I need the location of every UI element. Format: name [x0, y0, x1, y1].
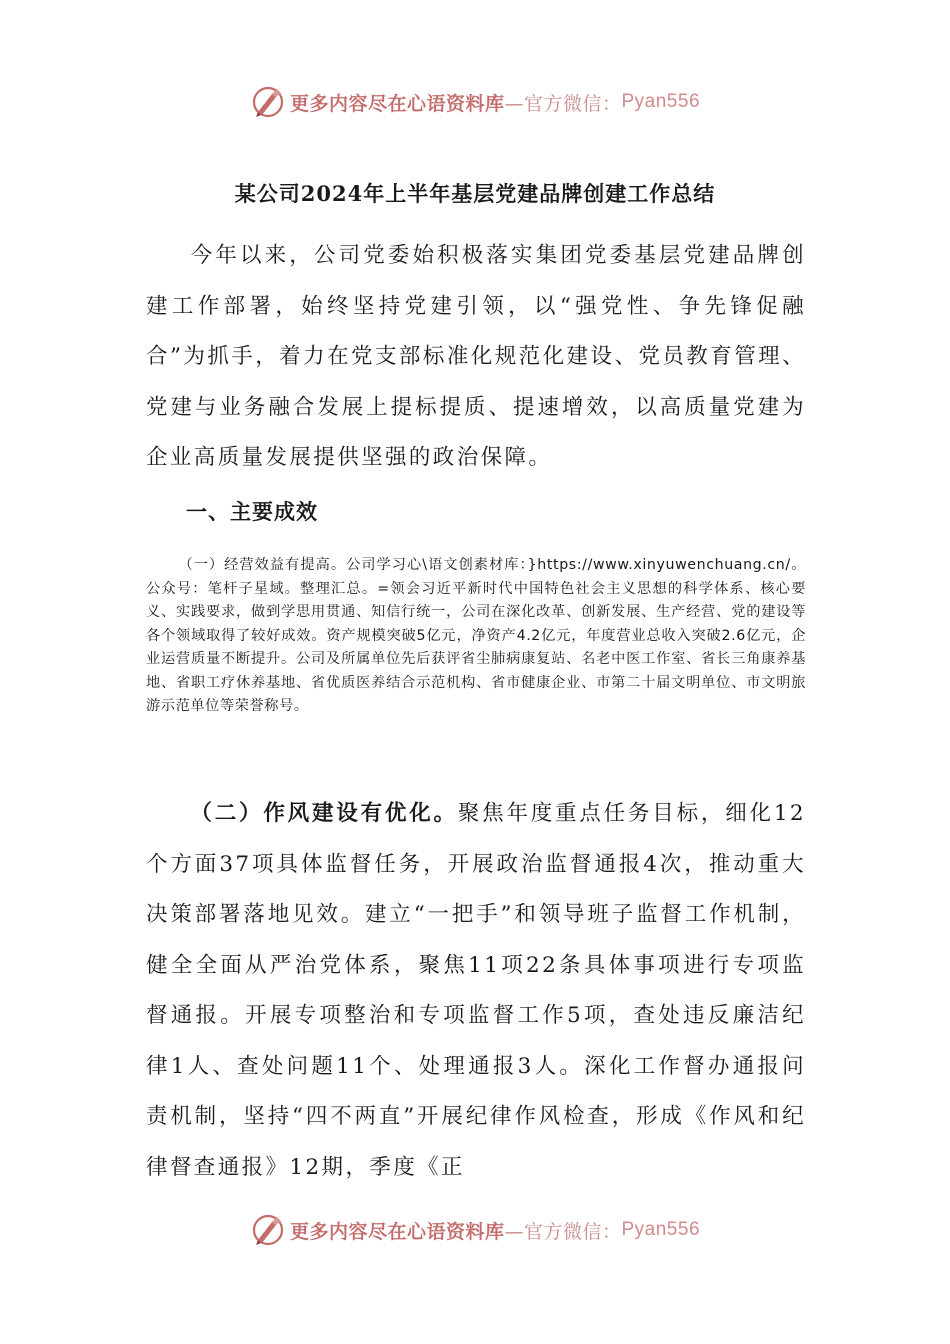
item-work-style-paragraph — [146, 789, 806, 1193]
pen-logo-icon — [250, 1212, 286, 1248]
watermark-banner-bottom — [0, 1208, 950, 1252]
item-work-style-text: 聚焦年度重点任务目标，细化12个方面37项具体监督任务，开展政治监督通报4次，推动重大决策部署落地见效。建立“一把手”和领导班子监督工作机制，健全全面从严治党体系，聚焦11项22条具体事项进行专项监督通报。开展专项整治和专项监督工作5项，查处违反廉洁纪律1人、查处问题11个、处理通报3人。深化工作督办通报问责机制，坚持“四不两直”开展纪律作风检查，形成《作风和纪律督查通报》12期，季度《正 — [146, 801, 807, 1180]
intro-paragraph — [146, 231, 806, 484]
watermark-banner-top — [0, 80, 950, 124]
watermark-sub-text: —官方微信： — [504, 1220, 622, 1243]
watermark-wechat-id: Pyan556 — [621, 1219, 701, 1240]
item-operating-benefit-paragraph — [146, 554, 806, 719]
section-heading-main-results: 一、主要成效 — [186, 500, 318, 524]
watermark-main-text: 更多内容尽在心语资料库 — [289, 92, 505, 115]
document-title: 某公司2024年上半年基层党建品牌创建工作总结 — [234, 181, 716, 206]
pen-logo-icon — [250, 84, 286, 120]
intro-text: 今年以来，公司党委始积极落实集团党委基层党建品牌创建工作部署，始终坚持党建引领，以“强党性、争先锋促融合”为抓手，着力在党支部标准化规范化建设、党员教育管理、党建与业务融合发展上提标提质、提速增效，以高质量党建为企业高质量发展提供坚强的政治保障。 — [146, 243, 806, 470]
watermark-wechat-id: Pyan556 — [621, 91, 701, 112]
watermark-main-text: 更多内容尽在心语资料库 — [289, 1220, 505, 1243]
item-work-style-lead: （二）作风建设有优化。 — [190, 801, 458, 826]
watermark-sub-text: —官方微信： — [504, 92, 622, 115]
item-operating-benefit-text: （一）经营效益有提高。公司学习心\语文创素材库：}https://www.xinyuwenchuang.cn/。公众号：笔杆子星域。整理汇总。=领会习近平新时代中国特色社会主义思想的科学体系、核心要义、实践要求，做到学思用贯通、知信行统一，公司在深化改革、创新发展、生产经营、党的建设等各个领域取得了较好成效。资产规模突破5亿元，净资产4.2亿元，年度营业总收入突破2.6亿元，企业运营质量不断提升。公司及所属单位先后获评省尘肺病康复站、名老中医工作室、省长三角康养基地、省职工疗休养基地、省优质医养结合示范机构、省市健康企业、市第二十届文明单位、市文明旅游示范单位等荣誉称号。 — [146, 557, 806, 714]
